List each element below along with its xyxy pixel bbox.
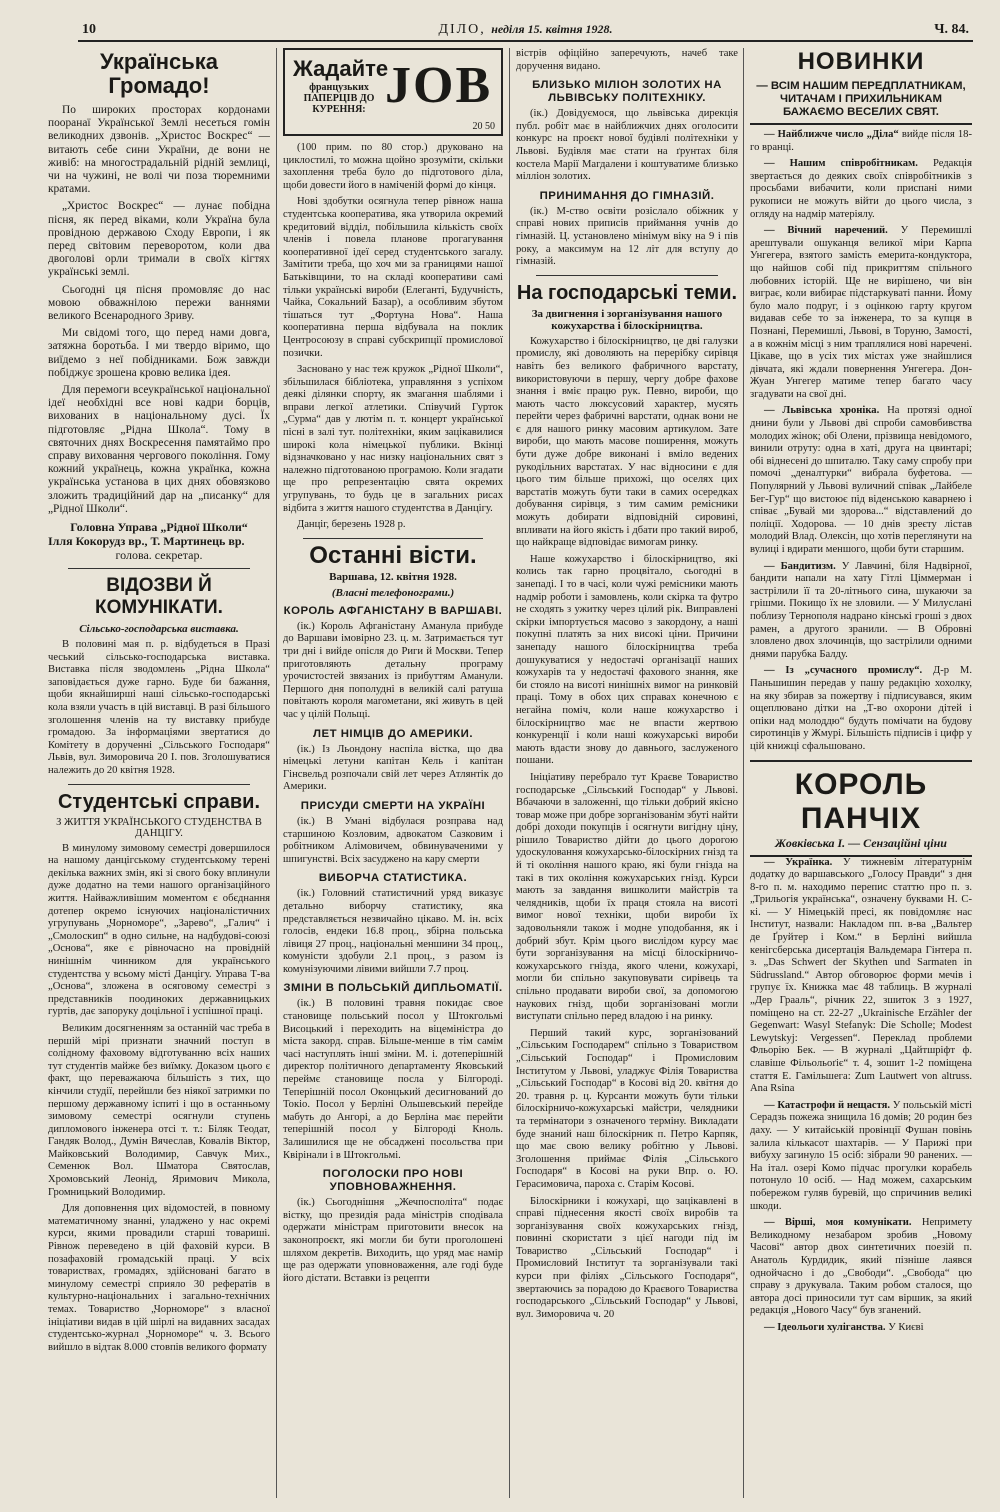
news-item: [750, 665, 972, 753]
column-4: [750, 48, 972, 1498]
news-item: [750, 857, 972, 1096]
paragraph: Нові здобутки осягнула тепер рівнож наша студентська кооператива, яка утворила окремий кредитовий відділ, побільшила кількість своїх членів і повела планове прогагування кооперативної ідеї серед студентського загалу. Замітити треба, що хоч ми за границями нашої Батьківщини, то на складі кооперативи самі тільки українські вироби (Елеганті, Будучність, Чайка, Сокальний Базар), а особливим збутом тішаться тут „Фортуна Нова“. Наша кооперативна перша відбувала на поклик Центросоюзу в справі субскрипції промислової позички.: [283, 196, 503, 359]
news-item: [750, 129, 972, 154]
news-item-text: Редакція звертається до деяких своїх співробітників з просьбами вибачити, коли приспані ними рукописи не можуть війти до цього числа, з огляду на надмір матеріялу.: [750, 158, 972, 220]
ad-subtitle: Жовківська І. — Сензаційні ціни: [750, 836, 972, 857]
news-text: (ік.) Головний статистичний уряд виказує детально виборчу статистику, яка представляється незвичайно цікаво. М. ін. всіх голосів, ендеки 16.8 проц., збірна польська лівиця 27 проц., національні меншини 34 проц., комуністи здобули 2.1 проц., з разом із комунізуючими лівими вийшли 7.7 проц.: [283, 888, 503, 975]
news-item-text: На протязі одної днини були у Львові дві спроби самовбивства молодих жінок; обі Олени, прізвища невідомого, винили отруту: одна в хаті, друга на цвинтарі; обі віднесені до шпиталю. Таку саму спробу при помочі „деналтурки“ вибрала буфетова. — Популярний у Львові вуличний співак „Лайбеле Бег-Гур“ що вистоює під віденською каварнею і співає „Бувай ми здорова...“ відставлений до поліції. Ходорова. — 10 днів зреєту лістав молодий Влад. Олексін, що хотів переглянути на вулиці і вдирати меншого, щоби бути старшим.: [750, 405, 972, 555]
news-item-heading: — Катастрофи й нещастя.: [764, 1099, 891, 1111]
paragraph: Великим досягненням за останній час треба в першій мірі признати значний поступ в солідному фаховому відготуванню всіх наших тут студентів майже без виїмку. Доказом цього є факт, що переважаюча більшість з тих, що кінчили студії, перейшли без ніякої затримки по першому державному іспиті і що в останньому зимовому семестрі осягнули ступень дипломового інженера отсі т. т.: Біляк Теодат, Гандяк Волод., Думін Вячеслав, Ковалів Віктор, Майковський Володимир, Савчук Мих., Семенюк Вол. Шматора Святослав, Хромовський Леонід, Яримович Микола, Громницький Володимир.: [48, 1022, 270, 1198]
announcement-subtitle: Сільсько-господарська виставка.: [79, 623, 239, 636]
news-item-heading: — Вірші, моя комунікати.: [764, 1217, 912, 1229]
news-heading: ПРИНИМАННЯ ДО ГІМНАЗІЙ.: [539, 189, 715, 202]
news-item-heading: — Бандитизм.: [764, 560, 836, 572]
appeal-title: Українська Громадо!: [99, 49, 218, 98]
news-item-heading: — Українка.: [764, 856, 833, 868]
news-item: [750, 225, 972, 401]
news-item-heading: — Вічний наречений.: [764, 225, 888, 237]
latest-news-title: Останні вісти.: [309, 541, 477, 569]
ad-text: французьких ПАПЕРЦІВ ДО КУРЕННЯ:: [303, 82, 375, 115]
economy-subtitle: За двигнення і зорганізування нашого кожухарства і білоскірництва.: [531, 307, 723, 332]
column-rule: [509, 48, 510, 1498]
student-title: Студентські справи.: [57, 790, 261, 813]
news-item-text: У тижневім літературнім додатку до варшавського „Голосу Правди“ з дня 8-го п. м. находимо перепис статтю про п. з. „Трильогія українська“, означену буквами Н. С-кі. — У Німецькій пресі, як повідомляє нас Інститут, назвали: Накладом пп. в-ва „Вальтер де Ґруйтер і Ком.“ в Берліні вийшла кенігсберська дисертація Вальдемара Гінтера п. з. „Das Schwert der Skythen und Sarmaten in Südrussland.“ Автор обговорює форми мечів і групує їх. Книжка має 48 таблиць. В журналі „Дер Грааль“, річник 22, зшиток 3 з 1927, поміщено на ст. 22-27 „Ukrainische Erzähler der Gegenwart: Wasyl Stefanyk: Die Scholle; Modest Lewytskyj: Vergessen“. Переклад проблеми Фльорію Бек. — В журналі „Цайтшріфт ф. славіше Фільольоґіє“ т. 4, зошит 1-2 поміщена стаття Е. Гамільшега: Zum Lautwert von altruss. Ana Rsina: [750, 856, 972, 1095]
novynky-items: [750, 129, 972, 754]
news-item-text: У Лавчині, біля Надвірної, бандити напали на хату Гітлі Ціммерман і застрілили її та 20-літнього сина, шукаючи за грішми. Покищо їх не зловили. — У Милуслані поблизу Тернополя надрано кінські гроші з двох рамен, а другого зранили. — В Обровні зловлено двох злочинців, що застрілили одними днями парубка Балду.: [750, 560, 972, 660]
news-heading: ЛЕТ НІМЦІВ ДО АМЕРИКИ.: [312, 727, 473, 740]
news-text: (ік.) Король Афганістану Аманула прибуде до Варшави імовірно 23. ц. м. Затримається тут три дні і вийде опісля до Риги й Москви. Тепер приготовляють детальну програму урочистостей звязаних із прибуттям Аманули. Першого дня пополудні в великій салі ратуша повітають короля магометани, які живуть в цей час у цілій Польщі.: [283, 620, 503, 720]
page-number: 10: [82, 22, 96, 37]
news-items: [283, 605, 503, 1286]
news-item-text: Д-р М. Паньшишин передав у пашу редакцію хохолку, на яку збирав за пожертву і підписувався, яким ощеплювано дітки на „Т-во охорони дітей і опіки над молоддю“ будуть помічати на будову сиротинців у Жмурі. Більшість підписів і цифр у цій книжці сфальшовано.: [750, 665, 972, 752]
divider: [68, 568, 250, 569]
news-heading: ВИБОРЧА СТАТИСТИКА.: [318, 872, 468, 885]
issue-number: Ч. 84.: [934, 22, 969, 37]
paragraph: В минулому зимовому семестрі довершилося на нашому данцігському студентському терені декілька важних змін, які зі свого боку вплинули дуже додатно на теми нашого організаційного життя. Найважливішим моментом є обєднання дотепер окремо існуючих націоналістичних угрупувань „Чорноморе“, „Зарево“, „Галич“ і „Смолоскип“ в одно сильне, на надбудові-союзі „Основа“, яке є рівночасно на провідній нинішнім чинником для українського студентства у всьому місті Данцігу. Управа Т-ва „Основа“, зложена в осяговому семестрі з представників поодиноких державницьких гуртів, дає запоруку доцільної і успішної праці.: [48, 842, 270, 1018]
novynky-title: НОВИНКИ: [797, 48, 925, 75]
news-text: (ік.) В Умані відбулася розправа над старшиною Козловим, адвокатом Сазковим і робітником Алімовичем, обвинуваченими у шпигунстві. Всіх засуджено на кару смерти: [283, 815, 503, 865]
announcement-text: В половині мая п. р. відбудеться в Празі чеський сільсько-господарська виставка. Виставка після зводомлень „Рідна Школа“ заповідається дуже гарно. Буде би бажання, щоби якнайширші наші сільсько-господарські кола взяли участь в цій виставці. В разі більшого зголошення членів на ту виставку прибуде громадою. За інформаціями звертатися до Комітету в дорученні „Сільського Господаря“ Львів, вул. Зиморовича 20 І. пов. Зголошуватися належить до 20 квітня 1928.: [48, 639, 270, 777]
column-rule: [743, 48, 744, 1498]
paragraph: По широких просторах кордонами пооранаї Української Землі несеться гомін великодних дзвонів. „Христос Воскрес“ — витають себе сини України, де вони не живіб: на многострадальній рідній землиці, чи на чужині, не волі чи поза тюремними кратами.: [48, 104, 270, 196]
paragraph: Білоскірники і кожухарі, що зацікавлені в справі піднесення якості своїх виробів та зорганізування своїх кожухарських гнізд, повинні скористати з цієї нагоди під ім Товариство „Сільський Господар“ і Промисловий Інститут та зорганізували такі курси при філіях „Сільського Господаря“, звертаючись за порадою до Краєвого Товариства господарського „Сільський Господар“ у Львові, вул. Зиморовича ч. 20: [516, 1195, 738, 1320]
issue-date: неділя 15. квітня 1928.: [491, 22, 613, 36]
column-3: [516, 48, 738, 1498]
divider: [68, 784, 250, 785]
student-continuation: [283, 142, 503, 532]
paragraph: Для перемоги всеукраїнської національної ідеї необхідні все нові кадри борців, вихованих в національному дусі. Їх підготовляє „Рідна Школа“. Тому в святочних днях Воскресення памятаймо про справу виховання чергового покоління. Гому кожний українець, кожна українка, кожна українська установа в цих днях обовязково зложить традиційний дар на „писанку“ для „Рідної Школи“.: [48, 384, 270, 515]
ad-headline: Жадайте: [293, 56, 389, 81]
news-item-text: У польській місті Серадзь пожежа знищила 16 домів; 20 родин без даху. — У китайській провінції Фушан повінь залила кількасот шахтарів. — У Парижі при вибуху загинуло 15 осіб: зібрали 90 ранених. — На італ. озері Комо підчас прогулки корабель потонуло 10 осіб. — Над можем, сахарським побережом гуляв буревій, що спричинив великі шкоди.: [750, 1099, 972, 1212]
signature-org: Головна Управа „Рідної Школи“: [70, 520, 248, 535]
column-2: [283, 48, 503, 1498]
column-1: [48, 48, 270, 1498]
news-text: (ік.) В половині травня покидає свое становище польський посол у Штокгольмі Висоцький і переходить на віцеміністра до міста закорд. справ. Більше-менше в тім самім часі наступлять інші зміни. М. і. дотеперішній директор політичного департаменту Яковський переймє становище посла у Білгороді. Теперішній посол Оконцький десигнований до Токіо. Посол у Берліні Ольшевський перейде мабуть до Ангорі, а до Берліна має перейти теперішній посол у Білгороді Кноль. Залишилися ще не обсаджені посольства при Квірінали і в Штокгольмі.: [283, 998, 503, 1161]
paragraph: Данціг, березень 1928 р.: [297, 519, 406, 531]
news-item: [750, 1100, 972, 1213]
news-heading: КОРОЛЬ АФГАНІСТАНУ В ВАРШАВІ.: [283, 604, 503, 617]
news-text: (ік.) Довідуємося, що львівська дирекція публ. робіт має в найближчих днях оголосити конкурс на проєкт нової будівлі політехніки у Львові. Будівля має стати на ґрунтах біля костела Марії Магдалени і коштуватиме близько мілліон золотих.: [516, 108, 738, 183]
news-item-text: У Києві: [888, 1321, 924, 1333]
paragraph: Наше кожухарство і білоскірництво, які колись так гарно процвітало, сьогодні в занепаді. І то в часі, коли чужі ремісники мають надмір роботи і замовлень, коли скірка та футро не сходять з ужитку через цілий рік. Виправлені скірки імпортується масово з закордону, а наші покупні платять за них високі ціни. Причини занепаду нашого білоскірництва треба дошукуватися у недостачі організації наших кожухарів та у недостачі фахового знання, яке би стояло на висоті нинішніх вимог на ринковій праці. Тому в обох цих справах конечною є негайна поміч, коли наше кожухарство і білоскірництво має не впасти жертвою конкуренції і коли наші кожухарські вироби мають вдасти знову до давнього, заслуженого пошани.: [516, 553, 738, 767]
paragraph: Засновано у нас теж кружок „Рідної Школи“, збільшилася бібліотека, управляння з успіхом деякі ділянки спорту, як змагання шаблями і вправи легкої атлетики. Співучий Гурток „Сурма“ дав у лютім п. т. концерт української пісні в залі тут. політехніки, яким зацікавилися широкі кола німецької публики. Вкінці відзначковано у нас низку національних свят з належно підготованою програмою. Коли згадати ще про репрезентацію свята окремих угрупувань, то будь це в загальних рисах відбита з життя нашого студентства в Данцігу.: [283, 364, 503, 514]
economy-body: [516, 336, 738, 1322]
news-text: (ік.) Сьогоднішня „Жечпосполіта“ подає вістку, що президія рада міністрів сподівала одержати міністрам приготовити внесок на законопроєкт, які могли би бути проголошені шляхом декретів. Виходить, що уряд має намір ще раз одержати уповноваження, але годі буде його дістати. Вставки із рецепти: [283, 1197, 503, 1284]
stockings-advertisement: [750, 760, 972, 857]
masthead: [78, 22, 973, 38]
holiday-greeting: — ВСІМ НАШИМ ПЕРЕДПЛАТНИКАМ, ЧИТАЧАМ І ПРИХИЛЬНИКАМ БАЖАЄМО ВЕСЕЛИХ СВЯТ.: [750, 80, 972, 125]
page-header: [78, 22, 973, 42]
signature-roles: голова. секретар.: [115, 548, 203, 563]
ad-brand: JOB: [385, 57, 493, 114]
signature-names: Ілля Кокорудз вр., Т. Мартинець вр.: [48, 534, 245, 549]
news-item: [750, 561, 972, 662]
job-advertisement: [283, 48, 503, 136]
news-item: [750, 1322, 972, 1335]
news-item: [750, 158, 972, 221]
news-item-heading: — Найближче число „Діла“: [764, 129, 899, 140]
column-rule: [276, 48, 277, 1498]
paragraph: „Христос Воскрес“ — лунає побідна пісня, як перед віками, коли Україна була провідною державою Сходу Европи, і як перед світовим переворотом, коли два двоголові орли тримали в своїх кігтях українські землі.: [48, 200, 270, 279]
paragraph: Для доповнення цих відомостей, в повному математичному знанні, уладжено у нас окремі курси, якими провадили старші товариші. Рівнож переведено в цій фаховій курси. В позафаховій громадській праці. У всіх товариствах, громадях, здійсновані багато в минулому семестрі сприяло 30 рефератів в культурно-національних і загально-технічних темах. Товариство „Чорноморе“ з власної ініціативи видав в цій шірлі на видавних засадах студентсько-журнал „Чорноморе“ ч. 3. Всього вийшло в відтак 8.000 стовпів великого формату: [48, 1203, 270, 1353]
divider: [536, 275, 718, 276]
news-item-text: Непримету Великодному незабаром зробив „Новому Часові“ автор двох синтетичних поезій п. Анатоль Курдидик, який пізніше лаявся однойчасно і до „Свободи“. „Свобода“ цю справу з друкувала. Таким робом сталося, що автора досі приносили тут сам віршик, за який редакція „Нового Часу“ був зганений.: [750, 1217, 972, 1317]
divider: [303, 538, 483, 539]
paragraph: Ініціативу перебрало тут Краєве Товариство господарське „Сільський Господар“ у Львові. Вбачаючи в заложенні, що тільки добрий якісно товар може при добре зорганізованім збуті найти добрі доходи покупців і осягнути вигідну ціну, рішило Товариство дійти до цього дорогою удоскуловання кожухарсько-білоскірних гнізд та й ті окоління нашого краю, які були гнізда на такі в тих окоління кожухарських гнізд. Курси мають за завдання вишколити майстрів та челядників, щоби їх праця стояла на висоті вимог нової техніки, щоби вироби їх задовольняли також і модне уподобання, як і добрий збут. Крім цього вислідом курсу має бути зорганізування на місці білоскірничо-кожухарського гнізда, якого члени, кожухарі, могли би спільно закуповувати сирівець та спільно продавати вироби свої, за допомогою наукових гнізд, щоби зорганізовані могли виступати спільно перед владою і на ринку.: [516, 771, 738, 1023]
news-item-heading: — Із „сучасного промислу“.: [764, 665, 923, 677]
paragraph: Перший такий курс, зорганізований „Сільським Господарем“ спільно з Товариством „Сільський Господар“ і Промисловим Інститутом у Львові, уладжує Філія Товариства „Сільський Господар“ в Косові від 20. квітня до 20. травня р. ц. Курсанти можуть бути тільки білоскірничо-кожухарські майстри, челядники та термінатори з означеного терміну. Викладати буде знаний наш білоскірник п. Петро Карпяк, що має свою велику робітню у Львові. Зголошення приймає Філія „Сільського Господаря“ в Косові на руки Впр. о. Ю. Герасимовича, пароха с. Старім Косові.: [516, 1027, 738, 1190]
news-source: (Власні телефонограми.): [331, 586, 455, 599]
paragraph: (100 прим. по 80 стор.) друковано на циклостилі, то можна щойно зрозуміти, скільки захоплення треба було до підготового діла, щоби довести його в наміченій формі до кінця.: [283, 142, 503, 191]
paragraph: Кожухарство і білоскірництво, це дві галузки промислу, які доволяють на перерібку сирівця навіть без великого фабричного варстату, використовуючи в першу, чергу добре фахове знання і вміє працю рук. Певно, вироби, що мають часто люксусовий характер, мусять перейти через фабричні варстати, однак вони не є для нашого ринку масовим артикулом. Зате вироби, що мають масове поширення, можуть бути дуже добре виконані і вміло ведених рукодільних варстатах. У нас відносини є для цього тим більше прихожі, що оселях цих варстатів можуть бути таки в самих осередках добування сирівця, з тим самим ремісники можуть добирати відповідній сировині, впливати на його якість і дбати про такий вироб, що найкраще відповідає вимогам ринку.: [516, 335, 738, 549]
ad-title: КОРОЛЬ ПАНЧІХ: [794, 767, 928, 835]
news-item: [750, 1217, 972, 1318]
news-heading: ПРИСУДИ СМЕРТИ НА УКРАЇНІ: [300, 799, 486, 812]
news-text: (ік.) М-ство освіти розіслало обіжник у справі нових приписів приймання учнів до гімназій. Ц. установлено мінімум віку на 9 і пів року, а максимум на 12 літ для вступу до гімназій.: [516, 205, 738, 268]
student-body: [48, 843, 270, 1355]
economy-title: На господарські теми.: [516, 281, 738, 304]
news-item-heading: — Нашим співробітникам.: [764, 158, 918, 170]
novynky-items-2: [750, 857, 972, 1335]
student-subtitle: З ЖИТТЯ УКРАЇНСЬКОГО СТУДЕНСТВА В ДАНЦІГУ.: [56, 816, 262, 839]
news-item-text: У Перемишлі арештували ошуканця великої міри Карпа Унгегера, взятого замість емерита-кондуктора, що найшов собі під прикриттям спільного любовних історій. Ще не вирішено, чи він виграє, коли вибирає підстаркуваті панни. Йому було мало подруг, і з оцінкою гарту кругом видавав себе то за інженера, то за купця в Познані, Перемишлі, Львові, в Торуню, Замості, а в кожнім місці з ним траплялися нові наречені. Цікаве, що в усіх тих містах уже знайшлися дівчата, які ждали повернення Унгегера. Дон-Жуан Унгегер матиме тепер багато часу згадувати на свої дні.: [750, 225, 972, 400]
news-heading: БЛИЗЬКО МІЛІОН ЗОЛОТИХ НА ЛЬВІВСЬКУ ПОЛІТЕХНІКУ.: [532, 79, 722, 105]
news-heading: ПОГОЛОСКИ ПРО НОВІ УПОВНОВАЖНЕННЯ.: [322, 1168, 464, 1194]
news-item-text: вийде після 18-го вранці.: [750, 129, 972, 153]
news-item-heading: — Львівська хроніка.: [764, 405, 880, 417]
appeal-body: [48, 104, 270, 516]
newspaper-name: ДІЛО,: [438, 22, 486, 37]
news-heading: ЗМІНИ В ПОЛЬСЬКІЙ ДИПЛЬОМАТІЇ.: [283, 982, 503, 995]
news-dateline: Варшава, 12. квітня 1928.: [329, 570, 457, 583]
paragraph: Сьогодні ця пісня промовляє до нас мовою обважнілою пережи ваннями великого Всенародного Зриву.: [48, 283, 270, 323]
ad-price: 20 50: [472, 121, 495, 132]
paragraph: Ми свідомі того, що перед нами довга, затяжна боротьба. І ми твердо віримо, що виїдемо з неї побідниками. Бож завжди побіджує зрошена кровю велика ідея.: [48, 327, 270, 379]
news-continuation: вістрів офіційно заперечують, начеб таке доручення видано.: [516, 48, 738, 72]
news-item-heading: — Ідеольоги хуліганства.: [764, 1321, 886, 1333]
news-item: [750, 405, 972, 556]
announcements-title: ВІДОЗВИ Й КОМУНІКАТИ.: [95, 575, 223, 619]
news-text: (ік.) Із Льондону наспіла вістка, що два німецькі летуни капітан Кель і капітан Гінсвельд розпочали свій лет через Атлянтік до Америки.: [283, 743, 503, 793]
